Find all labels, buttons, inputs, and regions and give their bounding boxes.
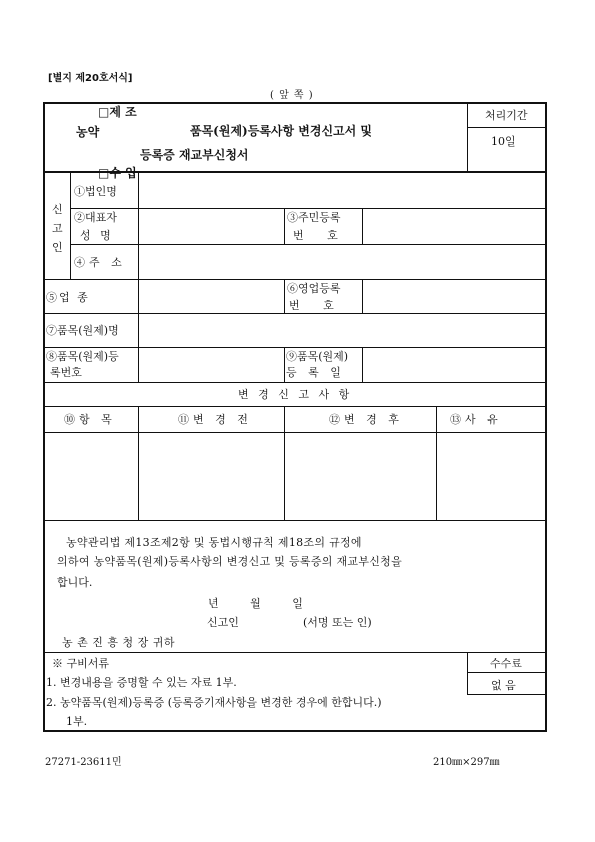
declaration-line-2: 의하여 농약품목(원제)등록사항의 변경신고 및 등록증의 재교부신청을 bbox=[57, 555, 403, 568]
col-reason-header: ⑬사 유 bbox=[450, 413, 502, 426]
business-type-label: ⑤업 종 bbox=[46, 291, 90, 304]
row-line-9 bbox=[43, 520, 547, 521]
applicant-col-divider bbox=[70, 172, 71, 279]
resident-no-label-1: ③주민등록 bbox=[287, 211, 341, 224]
biz-reg-label-2: 번 호 bbox=[289, 299, 344, 312]
declaration-date: 년 월 일 bbox=[208, 597, 303, 610]
col-item-header: ⑩항 목 bbox=[64, 413, 116, 426]
corp-name-field[interactable] bbox=[139, 173, 546, 208]
processing-divider bbox=[467, 127, 546, 128]
processing-value: 10일 bbox=[491, 135, 516, 148]
corp-name-label: ①법인명 bbox=[74, 185, 117, 198]
applicant-section-label: 신고인 bbox=[52, 203, 63, 254]
rep-name-label-1: ②대표자 bbox=[74, 211, 117, 224]
change-item-field[interactable] bbox=[44, 433, 138, 520]
documents-heading: ※ 구비서류 bbox=[52, 657, 110, 670]
business-type-field[interactable] bbox=[139, 280, 284, 313]
biz-reg-label-1: ⑥영업등록 bbox=[287, 282, 341, 295]
product-name-field[interactable] bbox=[139, 314, 546, 347]
pesticide-label: 농약 bbox=[76, 125, 100, 139]
change-before-field[interactable] bbox=[139, 433, 284, 520]
biz-divider bbox=[284, 280, 285, 313]
col-before-header: ⑪변 경 전 bbox=[178, 413, 252, 426]
footer-code: 27271-23611민 bbox=[45, 757, 122, 768]
sign-note: (서명 또는 인) bbox=[303, 616, 372, 629]
checkbox-manufacture[interactable]: □제 조 bbox=[98, 105, 137, 119]
footer-paper-size: 210㎜×297㎜ bbox=[433, 757, 500, 768]
address-field[interactable] bbox=[139, 245, 546, 279]
product-reg-date-label-2: 등 록 일 bbox=[286, 366, 345, 379]
form-number: [별지 제20호서식] bbox=[48, 73, 133, 84]
product-reg-no-label-2: 록번호 bbox=[50, 366, 82, 379]
title-divider bbox=[467, 102, 468, 172]
biz-reg-no-field[interactable] bbox=[363, 280, 546, 313]
resident-divider bbox=[284, 209, 285, 244]
rep-name-label-2: 성 명 bbox=[80, 229, 114, 242]
product-reg-date-field[interactable] bbox=[363, 348, 546, 382]
checkbox-import[interactable]: □수 입 bbox=[98, 166, 137, 180]
change-after-field[interactable] bbox=[285, 433, 436, 520]
row-line-7 bbox=[43, 406, 547, 407]
page-side-label: ( 앞 쪽 ) bbox=[270, 90, 314, 101]
declaration-line-3: 합니다. bbox=[57, 576, 93, 589]
fee-value: 없 음 bbox=[491, 679, 516, 692]
address-label: ④주 소 bbox=[74, 256, 126, 269]
document-item-1: 1. 변경내용을 증명할 수 있는 자료 1부. bbox=[46, 676, 237, 689]
product-reg-no-label-1: ⑧품목(원제)등 bbox=[46, 350, 119, 363]
resident-no-label-2: 번 호 bbox=[293, 229, 348, 242]
product-reg-date-label-1: ⑨품목(원제) bbox=[286, 350, 349, 363]
product-reg-no-field[interactable] bbox=[139, 348, 284, 382]
signer-label: 신고인 bbox=[207, 616, 239, 629]
form-title: 품목(원제)등록사항 변경신고서 및 bbox=[190, 124, 373, 138]
row-line-6 bbox=[43, 382, 547, 383]
declaration-line-1: 농약관리법 제13조제2항 및 동법시행규칙 제18조의 규정에 bbox=[66, 536, 362, 549]
resident-no-field[interactable] bbox=[363, 209, 546, 244]
product-name-label: ⑦품목(원제)명 bbox=[46, 324, 119, 337]
rep-name-field[interactable] bbox=[139, 209, 284, 244]
addressee: 농 촌 진 흥 청 장 귀하 bbox=[62, 636, 175, 649]
document-item-2: 2. 농약품목(원제)등록증 (등록증기재사항을 변경한 경우에 한합니다.) bbox=[46, 696, 382, 709]
fee-label: 수수료 bbox=[490, 657, 522, 670]
document-item-2-cont: 1부. bbox=[66, 715, 88, 728]
change-section-heading: 변 경 신 고 사 항 bbox=[238, 388, 353, 401]
change-reason-field[interactable] bbox=[437, 433, 546, 520]
fee-divider bbox=[467, 672, 546, 673]
product-date-divider bbox=[284, 348, 285, 382]
processing-label: 처리기간 bbox=[485, 109, 528, 122]
form-title-line2: 등록증 재교부신청서 bbox=[140, 148, 249, 162]
col-after-header: ⑫변 경 후 bbox=[329, 413, 403, 426]
